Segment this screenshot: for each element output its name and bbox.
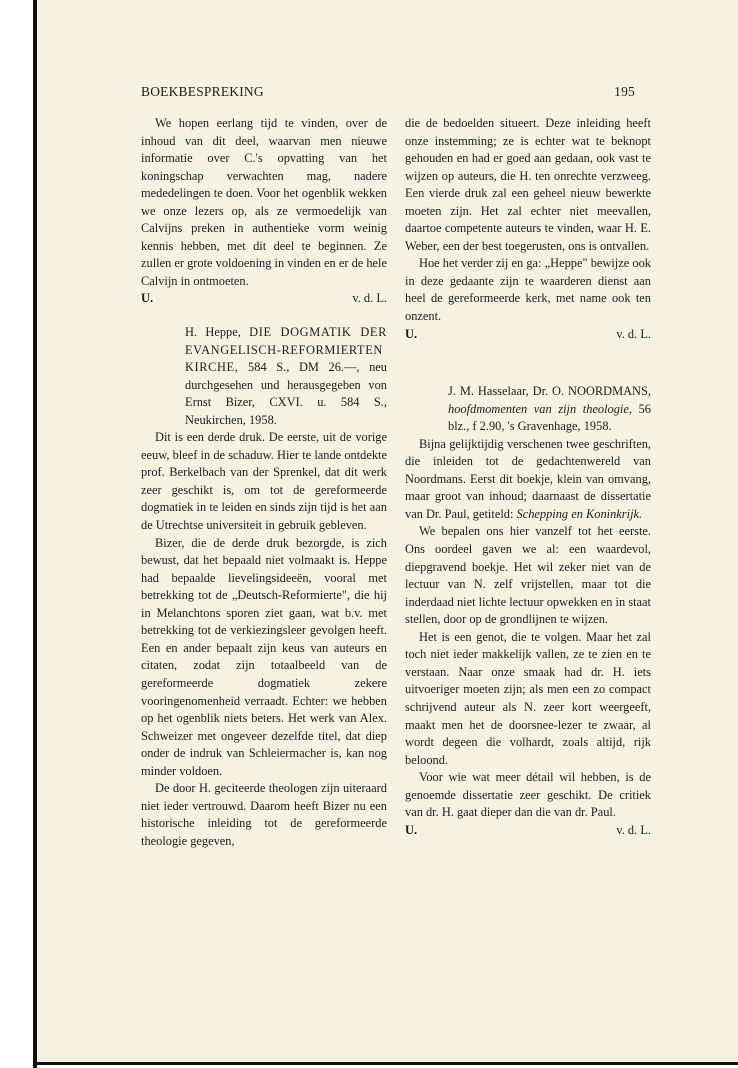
book-author: J. M. Hasselaar, Dr. O. NOORDMANS, bbox=[448, 384, 651, 399]
section-title: BOEKBESPREKING bbox=[141, 84, 264, 99]
paragraph: Voor wie wat meer détail wil hebben, is de genoemde dissertatie zeer geschikt. De critiek van dr. H. gaat dieper dan die van dr. Paul. bbox=[405, 770, 651, 820]
book-page bbox=[37, 0, 738, 1062]
paragraph: De door H. geciteerde theologen zijn uiteraard niet ieder vertrouwd. Daarom heeft Bizer nu een historische inleiding tot de gereformeerde theologie gegeven, bbox=[141, 781, 387, 848]
paragraph: We hopen eerlang tijd te vinden, over de inhoud van dit deel, waarvan men nieuwe informatie over C.'s opvatting van het koningschap verwachten mag, nadere mededelingen te doen. Voor het ogenblik wekken we onze lezers op, als ze vermoedelijk van Calvijns preken in authentieke vorm weinig kennis hebben, met dit deel te beginnen. Ze zullen er grote voldoening in vinden en er de hele Calvijn in ontmoeten. bbox=[141, 116, 388, 288]
book-details: 56 blz., f 2.90, 's Gravenhage, 1958. bbox=[448, 401, 651, 434]
signature-place: U. bbox=[405, 326, 418, 341]
book-title: DIE DOGMATIK DER EVANGELISCH-REFORMIERTEN KIRCHE, bbox=[185, 325, 387, 375]
paragraph bbox=[405, 436, 651, 524]
scan-border-bottom bbox=[33, 1062, 738, 1065]
paragraph: Dit is een derde druk. De eerste, uit de vorige eeuw, bleef in de schaduw. Hier te lande ontdekte prof. Berkelbach van der Sprenkel, dat dit werk zeer geschikt is, om tot de gereformeerde dogmatiek in te leiden en sinds zijn tijd is het aan de Utrechtse universiteit in gebruik gebleven. bbox=[141, 430, 387, 533]
right-column bbox=[405, 115, 651, 839]
reviewer-signature bbox=[405, 326, 651, 344]
signature-initials: v. d. L. bbox=[616, 822, 651, 837]
page-number: 195 bbox=[614, 84, 635, 99]
book-details: 584 S., DM 26.—, neu durchgesehen und herausgegeben von Ernst Bizer, CXVI. u. 584 S., Neukirchen, 1958. bbox=[185, 360, 387, 427]
reviewer-signature bbox=[405, 822, 651, 840]
book-citation bbox=[448, 383, 651, 436]
book-author: H. Heppe, bbox=[185, 325, 241, 340]
signature-initials: v. d. L. bbox=[616, 326, 651, 341]
reviewer-signature bbox=[141, 290, 387, 308]
signature-place: U. bbox=[405, 822, 418, 837]
paragraph: Het is een genot, die te volgen. Maar het zal toch niet ieder makkelijk vallen, ze te zien en te verstaan. Naar onze smaak had dr. H. iets uitvoeriger moeten zijn; als men een zo compact schrijvend auteur als N. zeer kort weergeeft, maakt men het de doorsnee-lezer te zwaar, al wordt degeen die volhardt, zoals altijd, rijk beloond. bbox=[405, 629, 651, 767]
book-citation bbox=[185, 324, 387, 429]
paragraph-text: Bijna gelijktijdig verschenen twee geschriften, die inleiden tot de gedachtenwereld van Noordmans. Eerst dit boekje, klein van omvang, maar groot van inhoud; daarnaast de dissertatie van Dr. Paul, getiteld: bbox=[405, 436, 651, 521]
book-title: hoofdmomenten van zijn theologie, bbox=[448, 401, 632, 416]
signature-initials: v. d. L. bbox=[352, 291, 387, 306]
paragraph: Hoe het verder zij en ga: „Heppe" bewijze ook in deze gedaante zijn te waarderen dienst aan heel de gereformeerde kerk, met name ook ten onzent. bbox=[405, 256, 651, 324]
dissertation-title: Schepping en Koninkrijk. bbox=[516, 506, 643, 521]
left-column bbox=[141, 115, 387, 850]
paragraph: Bizer, die de derde druk bezorgde, is zich bewust, dat het bepaald niet volmaakt is. Heppe had bepaalde lievelingsideeën, vooral met betrekking tot de „Deutsch-Reformierte", die hij in Melanchtons sporen ziet gaan, wat b.v. met betrekking tot de verkiezingsleer gevolgen heeft. Een en ander bepaalt zijn keus van auteurs en citaten, zodat zijn totaalbeeld van de gereformeerde dogmatiek zekere vooringenomenheid verraadt. Echter: we hebben op het ogenblik niets beters. Het werk van Alex. Schweizer met ongeveer dezelfde titel, dat diep onder de indruk van Schleiermacher is, kan nog minder voldoen. bbox=[141, 535, 387, 778]
paragraph: We bepalen ons hier vanzelf tot het eerste. Ons oordeel gaven we al: een waardevol, diepgravend boekje. Het wil zeker niet van de lectuur van N. zelf vrijstellen, maar tot die inderdaad niet lichte lectuur opwekken en in staat stellen, door op de grondlijnen te wijzen. bbox=[405, 524, 651, 627]
paragraph: die de bedoelden situeert. Deze inleiding heeft onze instemming; ze is echter wat te beknopt gehouden en had er goed aan gedaan, ook vast te wijzen op auteurs, die H. ten onrechte verzweeg. Een vierde druk zal een geheel nieuw bewerkte moeten zijn. Het zal echter niet meevallen, daartoe competente auteurs te vinden, waar H. E. Weber, een der best toegerusten, ons is ontvallen. bbox=[405, 116, 651, 253]
signature-place: U. bbox=[141, 291, 154, 306]
